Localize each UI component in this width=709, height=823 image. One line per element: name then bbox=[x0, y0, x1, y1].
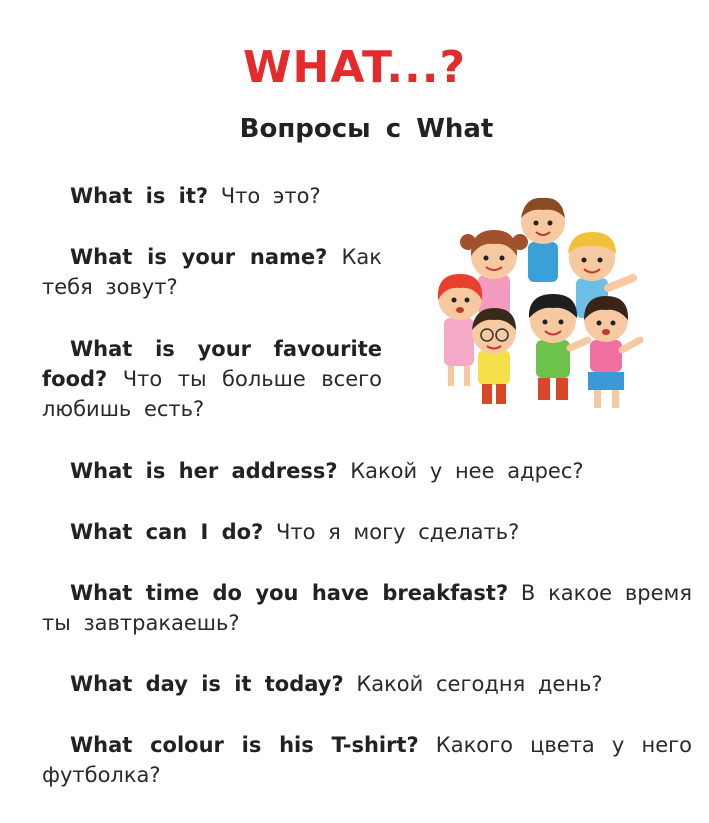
children-group-icon bbox=[428, 190, 658, 420]
question-english: What time do you have breakfast? bbox=[70, 581, 509, 605]
child-figure bbox=[584, 296, 640, 408]
question-english: What is it? bbox=[70, 184, 209, 208]
question-english: What is her address? bbox=[70, 459, 338, 483]
question-item bbox=[42, 517, 692, 547]
question-russian: Что я могу сделать? bbox=[275, 520, 520, 544]
question-russian: Какой у нее адрес? bbox=[350, 459, 584, 483]
page-title: WHAT...? bbox=[243, 42, 466, 93]
question-item bbox=[42, 242, 382, 302]
question-english: What is your favourite food? bbox=[42, 337, 382, 391]
question-russian: Что ты больше всего любишь есть? bbox=[42, 367, 382, 421]
question-russian: Какого цвета у него футболка? bbox=[42, 733, 692, 787]
page-subtitle: Вопросы с What bbox=[239, 114, 494, 144]
question-item bbox=[42, 181, 382, 211]
child-figure bbox=[472, 308, 516, 404]
question-russian: Как тебя зовут? bbox=[42, 245, 382, 299]
question-item bbox=[42, 456, 692, 486]
question-item bbox=[42, 730, 692, 790]
question-item bbox=[42, 578, 692, 638]
question-russian: Что это? bbox=[220, 184, 321, 208]
question-english: What is your name? bbox=[70, 245, 328, 269]
question-item bbox=[42, 334, 382, 424]
question-item bbox=[42, 669, 692, 699]
question-english: What colour is his T-shirt? bbox=[70, 733, 419, 757]
question-russian: Какой сегодня день? bbox=[356, 672, 603, 696]
question-english: What can I do? bbox=[70, 520, 264, 544]
question-english: What day is it today? bbox=[70, 672, 344, 696]
question-russian: В какое время ты завтракаешь? bbox=[42, 581, 692, 635]
